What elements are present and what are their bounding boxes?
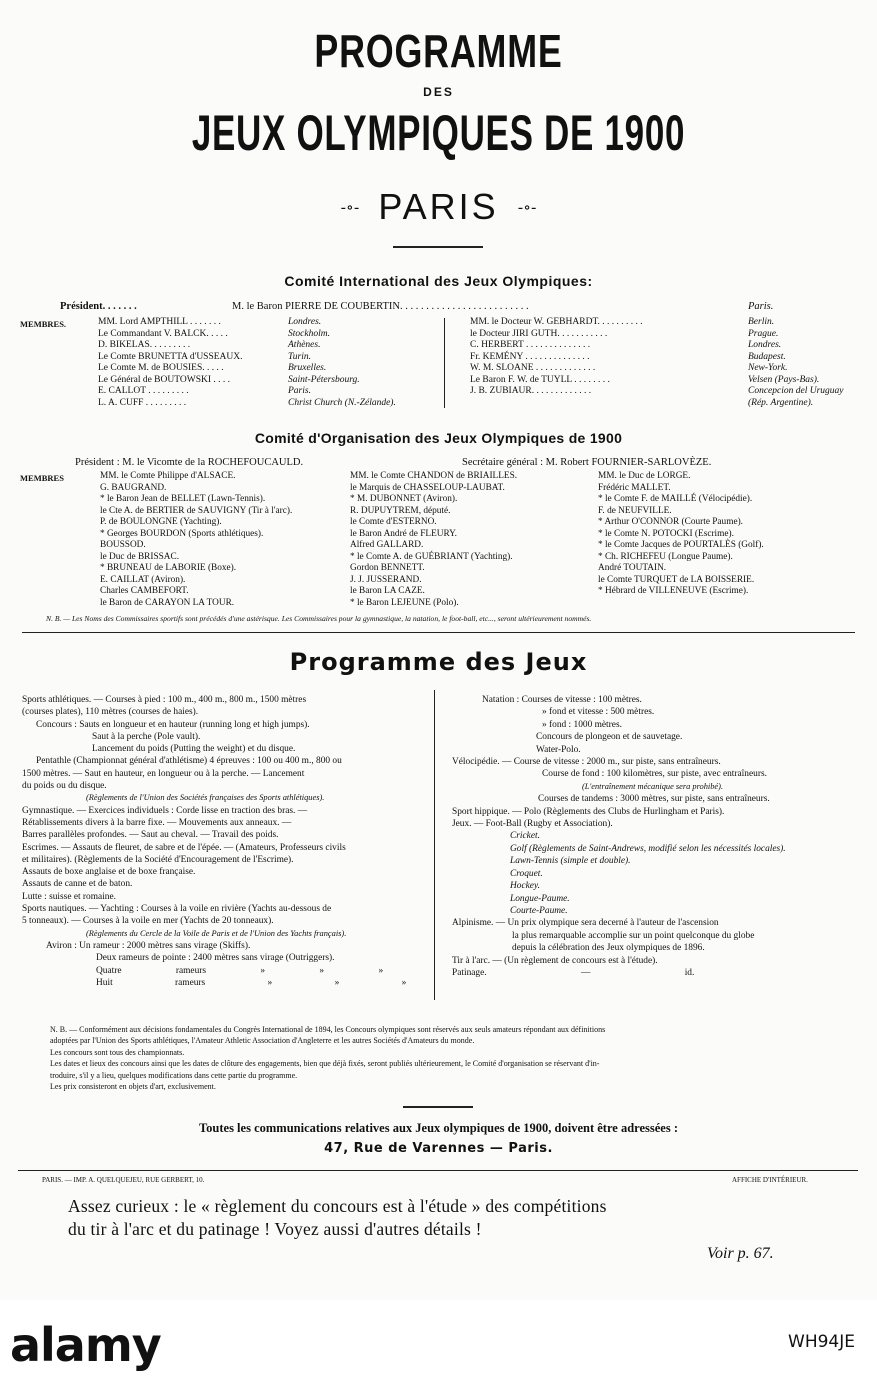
list-item: Golf (Règlements de Saint-Andrews, modifié selon les nécessités locales). xyxy=(510,843,786,854)
caption xyxy=(68,1195,607,1241)
city-line xyxy=(0,186,877,228)
list-item: le Baron de CARAYON LA TOUR. xyxy=(100,597,235,608)
list-item: et militaires). (Règlements de la Société d'Encouragement de l'Escrime). xyxy=(22,854,294,865)
ci-left-names xyxy=(98,317,243,409)
alamy-logo: alamy xyxy=(10,1318,161,1372)
list-item: Fr. KEMÉNY . . . . . . . . . . . . . . xyxy=(470,351,590,362)
list-item: Rétablissements divers à la barre fixe. — Mouvements aux anneaux. — xyxy=(22,817,292,828)
list-item: adoptées par l'Union des Sports athlétiques, l'Amateur Athletic Association d'Angleterre et les autres Sociétés d'Amateurs du monde. xyxy=(50,1036,475,1046)
list-item: Jeux. — Foot-Ball (Rugby et Association). xyxy=(452,819,613,830)
column-divider xyxy=(444,318,445,408)
list-item: (Rép. Argentine). xyxy=(748,397,814,408)
co-president: Président : M. le Vicomte de la ROCHEFOUCAULD. xyxy=(75,457,304,468)
list-item: Assauts de canne et de baton. xyxy=(22,879,133,890)
list-item: Les dates et lieux des concours ainsi que les dates de clôture des engagements, bien que déjà fixés, seront publiés ultérieurement, le Comité d'organisation se réservant d'in- xyxy=(50,1059,600,1069)
list-item: Pentathle (Championnat général d'athlétisme) 4 épreuves : 100 ou 400 m., 800 ou xyxy=(36,756,342,767)
list-item: Hockey. xyxy=(510,881,540,892)
list-item: MM. Lord AMPTHILL . . . . . . . xyxy=(98,317,221,327)
list-item: BOUSSOD. xyxy=(100,540,146,550)
ornament-rule xyxy=(393,246,483,248)
list-item: Prague. xyxy=(748,328,779,339)
list-item: depuis la célébration des Jeux olympiques de 1896. xyxy=(512,943,705,954)
co-nb: N. B. — Les Noms des Commissaires sportifs sont précédés d'une astérisque. Les Commissaires pour la gymnastique, la natation, le foot-ball, etc..., seront ultérieurement nommés. xyxy=(46,614,592,623)
address-line: 47, Rue de Varennes — Paris. xyxy=(324,1141,553,1156)
list-item: Frédéric MALLET. xyxy=(598,482,671,493)
list-item: (Règlements du Cercle de la Voile de Paris et de l'Union des Yachts français). xyxy=(86,928,347,938)
list-item: * le Comte N. POTOCKI (Escrime). xyxy=(598,528,734,539)
list-item: Sports athlétiques. — Courses à pied : 100 m., 400 m., 800 m., 1500 mètres xyxy=(22,695,307,705)
list-item: MM. le Comte Philippe d'ALSACE. xyxy=(100,471,236,481)
list-item: la plus remarquable accomplie sur un point quelconque du globe xyxy=(512,930,755,941)
list-item: Natation : Courses de vitesse : 100 mètres. xyxy=(482,695,642,705)
list-item: Courses de tandems : 3000 mètres, sur piste, sans entraîneurs. xyxy=(538,794,770,805)
list-item: C. HERBERT . . . . . . . . . . . . . . xyxy=(470,340,591,350)
list-item: D. BIKELAS. . . . . . . . . xyxy=(98,340,191,350)
co-col2 xyxy=(350,471,517,609)
ci-membres-label: MEMBRES. xyxy=(20,319,67,329)
list-item: Cricket. xyxy=(510,831,540,842)
list-item: Le Commandant V. BALCK. . . . . xyxy=(98,328,228,339)
list-item: Le Général de BOUTOWSKI . . . . xyxy=(98,374,230,385)
list-item: Barres parallèles profondes. — Saut au cheval. — Travail des poids. xyxy=(22,830,279,841)
list-item: E. CAILLAT (Aviron). xyxy=(100,574,186,585)
list-item: Lawn-Tennis (simple et double). xyxy=(510,856,631,867)
list-item: G. BAUGRAND. xyxy=(100,482,167,493)
list-item: » fond et vitesse : 500 mètres. xyxy=(542,707,655,718)
list-item: 1500 mètres. — Saut en hauteur, en longueur ou à la perche. — Lancement xyxy=(22,768,305,779)
list-item: Londres. xyxy=(288,317,322,327)
column-divider xyxy=(434,690,435,1000)
nb-final xyxy=(50,1024,605,1092)
list-item: N. B. — Conformément aux décisions fondamentales du Congrès International de 1894, les Concours olympiques sont réservés aux seuls amateurs répondant aux définitions xyxy=(50,1025,606,1034)
caption-line: du tir à l'arc et du patinage ! Voyez aussi d'autres détails ! xyxy=(68,1219,482,1239)
list-item: Alfred GALLARD. xyxy=(350,540,424,550)
list-item: Saint-Pétersbourg. xyxy=(288,374,360,385)
ci-right-names xyxy=(470,317,643,398)
list-item: Courte-Paume. xyxy=(510,905,568,916)
list-item: * le Baron LEJEUNE (Polo). xyxy=(350,597,459,608)
list-item: New-York. xyxy=(748,363,788,373)
list-item: Croquet. xyxy=(510,868,543,879)
list-item: * Arthur O'CONNOR (Courte Paume). xyxy=(598,517,743,527)
ci-president-label: Président. . . . . . . xyxy=(60,301,137,312)
list-item: Les prix consisteront en objets d'art, exclusivement. xyxy=(50,1082,216,1092)
section-divider xyxy=(22,632,855,633)
list-item: Longue-Paume. xyxy=(510,893,570,904)
list-item: * le Comte A. de GUÉBRIANT (Yachting). xyxy=(350,551,513,562)
list-item: Course de fond : 100 kilomètres, sur piste, avec entraîneurs. xyxy=(542,769,767,780)
list-item: J. B. ZUBIAUR. . . . . . . . . . . . . xyxy=(470,386,592,396)
list-item: André TOUTAIN. xyxy=(598,563,667,573)
list-item: Huit rameurs » » » xyxy=(96,977,407,988)
list-item: E. CALLOT . . . . . . . . . xyxy=(98,386,189,396)
list-item: Deux rameurs de pointe : 2400 mètres sans virage (Outriggers). xyxy=(96,953,335,964)
programme-right-column xyxy=(452,694,786,979)
list-item: Athènes. xyxy=(288,340,321,350)
list-item: Sport hippique. — Polo (Règlements des Clubs de Hurlingham et Paris). xyxy=(452,806,725,817)
list-item: Charles CAMBEFORT. xyxy=(100,586,189,596)
list-item: Velsen (Pays-Bas). xyxy=(748,374,820,385)
list-item: * Georges BOURDON (Sports athlétiques). xyxy=(100,528,264,539)
list-item: Lutte : suisse et romaine. xyxy=(22,891,116,902)
poster-des: DES xyxy=(423,85,454,99)
list-item: du poids ou du disque. xyxy=(22,781,107,792)
list-item: (Règlements de l'Union des Sociétés françaises des Sports athlétiques). xyxy=(86,793,325,803)
co-col1 xyxy=(100,471,292,609)
list-item: le Duc de BRISSAC. xyxy=(100,551,180,562)
ci-right-cities xyxy=(748,317,844,409)
list-item: Quatre rameurs » » » xyxy=(96,965,384,976)
list-item: * le Baron Jean de BELLET (Lawn-Tennis). xyxy=(100,494,266,504)
caption-ref: Voir p. 67. xyxy=(707,1245,774,1262)
list-item: Stockholm. xyxy=(288,328,330,339)
list-item: Londres. xyxy=(748,340,782,350)
list-item: P. de BOULONGNE (Yachting). xyxy=(100,517,222,527)
footer-divider xyxy=(18,1170,858,1171)
comite-organisation-heading: Comité d'Organisation des Jeux Olympiques de 1900 xyxy=(254,430,623,446)
list-item: le Baron André de FLEURY. xyxy=(350,528,457,539)
list-item: Gymnastique. — Exercices individuels : Corde lisse en traction des bras. — xyxy=(22,805,308,816)
list-item: Alpinisme. — Un prix olympique sera decerné à l'auteur de l'ascension xyxy=(452,918,719,929)
list-item: Sports nautiques. — Yachting : Courses à la voile en rivière (Yachts au-dessous de xyxy=(22,904,332,915)
ci-president-city: Paris. xyxy=(748,301,774,312)
list-item: le Docteur JIRI GUTH. . . . . . . . . . . xyxy=(470,328,608,339)
list-item: Budapest. xyxy=(748,351,786,362)
list-item: Patinage. — id. xyxy=(452,967,695,978)
list-item: Christ Church (N.-Zélande). xyxy=(288,397,396,408)
list-item: (courses plates), 110 mètres (courses de haies). xyxy=(22,707,199,718)
list-item: F. de NEUFVILLE. xyxy=(598,505,672,516)
list-item: Concours : Sauts en longueur et en hauteur (running long et high jumps). xyxy=(36,719,310,730)
programme-jeux-heading: Programme des Jeux xyxy=(289,648,588,676)
stock-id: WH94JE xyxy=(788,1332,855,1352)
list-item: troduire, s'il y a lieu, quelques modifications dans cette partie du programme. xyxy=(50,1070,298,1080)
list-item: Aviron : Un rameur : 2000 mètres sans virage (Skiffs). xyxy=(46,940,251,951)
list-item: Water-Polo. xyxy=(536,744,581,755)
list-item: Concepcion del Uruguay xyxy=(748,386,844,396)
list-item: Bruxelles. xyxy=(288,363,327,373)
co-membres-label: MEMBRES xyxy=(20,473,64,483)
list-item: * Hébrard de VILLENEUVE (Escrime). xyxy=(598,586,749,596)
list-item: * M. DUBONNET (Aviron). xyxy=(350,494,458,504)
list-item: MM. le Comte CHANDON de BRIAILLES. xyxy=(350,471,518,481)
city-name: PARIS xyxy=(378,186,499,227)
list-item: Turin. xyxy=(288,351,311,362)
list-item: le Cte A. de BERTIER de SAUVIGNY (Tir à l'arc). xyxy=(100,505,293,516)
list-item: MM. le Duc de LORGE. xyxy=(598,471,691,481)
co-col3 xyxy=(598,471,764,598)
list-item: * le Comte Jacques de POURTALÈS (Golf). xyxy=(598,540,764,550)
communications-line: Toutes les communications relatives aux Jeux olympiques de 1900, doivent être adressées : xyxy=(198,1121,679,1135)
list-item: Le Baron F. W. de TUYLL . . . . . . . . xyxy=(470,374,610,385)
ornament-rule xyxy=(403,1106,473,1108)
list-item: (L'entraînement mécanique sera prohibé). xyxy=(582,781,724,791)
co-secretaire: Secrétaire général : M. Robert FOURNIER-SARLOVÈZE. xyxy=(462,457,712,468)
list-item: * le Comte F. de MAILLÉ (Vélocipédie). xyxy=(598,494,753,504)
list-item: W. M. SLOANE . . . . . . . . . . . . . xyxy=(470,363,596,373)
list-item: Concours de plongeon et de sauvetage. xyxy=(536,732,683,743)
list-item: » fond : 1000 mètres. xyxy=(542,719,622,730)
list-item: Paris. xyxy=(288,386,311,396)
list-item: le Baron LA CAZE. xyxy=(350,586,425,596)
list-item: R. DUPUYTREM, député. xyxy=(350,505,451,516)
list-item: Assauts de boxe anglaise et de boxe française. xyxy=(22,867,196,878)
programme-left-column xyxy=(22,694,406,989)
list-item: * Ch. RICHEFEU (Longue Paume). xyxy=(598,551,733,562)
list-item: * BRUNEAU de LABORIE (Boxe). xyxy=(100,563,237,573)
list-item: Tir à l'arc. — (Un règlement de concours est à l'étude). xyxy=(452,955,658,966)
list-item: L. A. CUFF . . . . . . . . . xyxy=(98,397,187,408)
poster-title: PROGRAMME xyxy=(314,25,563,77)
poster-subtitle: JEUX OLYMPIQUES DE 1900 xyxy=(191,105,686,161)
list-item: Berlin. xyxy=(748,317,775,327)
list-item: le Comte d'ESTERNO. xyxy=(350,517,437,527)
printer-line: PARIS. — IMP. A. QUELQUEJEU, RUE GERBERT, 10. xyxy=(42,1176,205,1184)
caption-line: Assez curieux : le « règlement du concours est à l'étude » des compétitions xyxy=(68,1196,607,1216)
list-item: J. J. JUSSERAND. xyxy=(350,574,422,585)
ornament-left-icon: -∘- xyxy=(340,197,360,217)
affiche-line: AFFICHE D'INTÉRIEUR. xyxy=(732,1176,808,1184)
list-item: Vélocipédie. — Course de vitesse : 2000 m., sur piste, sans entraîneurs. xyxy=(452,757,721,768)
list-item: Gordon BENNETT. xyxy=(350,563,425,573)
list-item: le Comte TURQUET de LA BOISSERIE. xyxy=(598,574,755,585)
ci-left-cities xyxy=(288,317,396,409)
list-item: Les concours sont tous des championnats. xyxy=(50,1047,185,1057)
list-item: Escrimes. — Assauts de fleuret, de sabre et de l'épée. — (Amateurs, Professeurs civils xyxy=(22,842,346,853)
list-item: MM. le Docteur W. GEBHARDT. . . . . . . . . . xyxy=(470,317,643,327)
ornament-right-icon: -∘- xyxy=(517,197,537,217)
ci-president-name: M. le Baron PIERRE DE COUBERTIN. . . . . . . . . . . . . . . . . . . . . . . . . xyxy=(232,301,529,312)
list-item: 5 tonneaux). — Courses à la voile en mer (Yachts de 20 tonneaux). xyxy=(22,916,274,927)
comite-international-heading: Comité International des Jeux Olympiques: xyxy=(284,273,593,289)
list-item: Lancement du poids (Putting the weight) et du disque. xyxy=(92,744,296,755)
list-item: Le Comte BRUNETTA d'USSEAUX. xyxy=(98,351,243,362)
list-item: le Marquis de CHASSELOUP-LAUBAT. xyxy=(350,482,505,493)
list-item: Le Comte M. de BOUSIES. . . . . xyxy=(98,363,224,373)
list-item: Saut à la perche (Pole vault). xyxy=(92,731,201,742)
